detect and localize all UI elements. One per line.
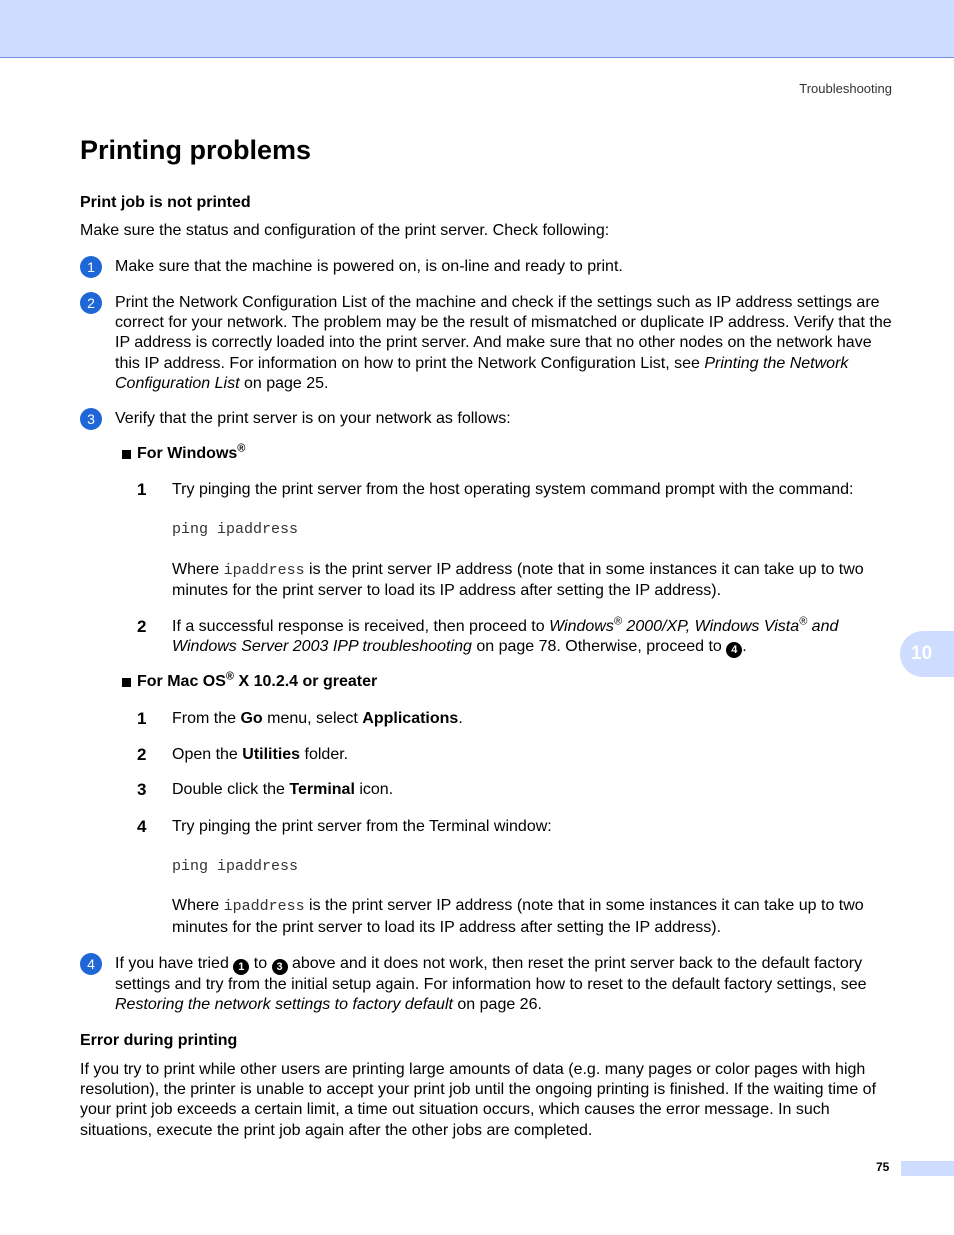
- substep-text-end: icon.: [354, 781, 394, 799]
- where-text: is the print server IP address (note that in some instances it can take up to two minutes for the print server to load its IP address after setting the IP address).: [172, 897, 864, 936]
- footer-bar: [901, 1161, 954, 1176]
- step-number-badge: 1: [80, 256, 102, 278]
- link-part: 2000/XP, Windows Vista: [621, 618, 800, 636]
- square-bullet-icon: [122, 678, 131, 687]
- registered-mark: ®: [225, 671, 235, 684]
- cross-reference-link[interactable]: Printing the Network Configuration List: [115, 354, 849, 393]
- substep-text-mid: on page 78. Otherwise, proceed to: [471, 638, 727, 656]
- section-heading-error: Error during printing: [80, 1032, 238, 1050]
- substep-number: 1: [137, 708, 147, 728]
- step-reference-badge: 3: [272, 959, 288, 975]
- registered-mark: ®: [237, 442, 246, 455]
- punctuation: .: [458, 709, 463, 727]
- substep-number: 2: [137, 745, 147, 765]
- section-paragraph: If you try to print while other users are printing large amounts of data (e.g. many pages or color pages with high resolution), the printer is unable to accept your print job until the ongoing printing is finished. If the waiting time of your print job exceeds a certain limit, a time out situation occurs, which causes the error message. In such situations, execute the print job again after the other jobs are completed.: [80, 1060, 877, 1139]
- windows-substep-1: [80, 480, 892, 500]
- menu-name: Go: [240, 709, 263, 727]
- substep-text: If a successful response is received, then proceed to: [172, 618, 550, 636]
- running-header: Troubleshooting: [799, 81, 892, 96]
- step-number-badge: 2: [80, 292, 102, 314]
- substep-text: From the: [172, 709, 241, 727]
- step-text: Print the Network Configuration List of the machine and check if the settings such as IP address settings are correct for your network. The problem may be the result of mismatched or duplicate IP address. Verify that the IP address is correctly loaded into the print server. And make sure that no other nodes on the network have this IP address. For information on how to print the Network Configuration List, see: [115, 293, 892, 372]
- step-1: [80, 257, 892, 277]
- chapter-tab: 10: [900, 631, 954, 677]
- step-text: Verify that the print server is on your network as follows:: [115, 410, 511, 428]
- inline-code: ipaddress: [223, 898, 305, 916]
- step-text-mid: above and it does not work, then reset the print server back to the default factory settings and try from the initial setup again. For information how to reset to the default factory settings, see: [115, 954, 867, 993]
- step-text: If you have tried: [115, 954, 234, 972]
- bullet-windows: [80, 444, 892, 464]
- page-number: 75: [876, 1160, 890, 1174]
- bullet-heading-tail: X 10.2.4 or greater: [234, 673, 378, 691]
- step-reference-badge: 4: [726, 642, 742, 658]
- link-part: and Windows Server 2003 IPP troubleshooting: [172, 618, 839, 656]
- link-part: Windows: [549, 618, 614, 636]
- inline-code: ipaddress: [223, 561, 305, 579]
- step-text-tail: on page 25.: [239, 375, 329, 393]
- substep-text-end: folder.: [300, 746, 349, 764]
- menu-item-name: Applications: [362, 709, 459, 727]
- where-paragraph: [80, 896, 892, 938]
- cross-reference-link[interactable]: Restoring the network settings to factory default: [115, 996, 453, 1014]
- step-text-to: to: [249, 954, 272, 972]
- substep-text: Try pinging the print server from the Terminal window:: [172, 817, 552, 835]
- substep-text: Double click the: [172, 781, 290, 799]
- step-number-badge: 3: [80, 408, 102, 430]
- substep-number: 3: [137, 780, 147, 800]
- substep-number: 4: [137, 816, 147, 836]
- code-command: ping ipaddress: [172, 521, 299, 539]
- page-title: Printing problems: [80, 135, 312, 165]
- punctuation: .: [742, 638, 747, 656]
- step-2: [80, 293, 892, 394]
- registered-mark: ®: [613, 615, 622, 628]
- step-reference-badge: 1: [233, 959, 249, 975]
- substep-text: Try pinging the print server from the host operating system command prompt with the command:: [172, 480, 854, 498]
- app-name: Terminal: [289, 781, 355, 799]
- bullet-heading: For Mac OS: [137, 673, 226, 691]
- step-text-tail: on page 26.: [452, 996, 542, 1014]
- where-label: Where: [172, 560, 224, 578]
- code-command: ping ipaddress: [172, 857, 299, 875]
- windows-substep-2: [80, 617, 892, 658]
- section-heading-print-job: Print job is not printed: [80, 194, 251, 211]
- where-label: Where: [172, 897, 224, 915]
- page-content: [80, 132, 892, 1141]
- mac-substep-3: [80, 780, 892, 800]
- where-text: is the print server IP address (note that in some instances it can take up to two minutes for the print server to load its IP address after setting the IP address).: [172, 560, 864, 599]
- substep-number: 2: [137, 617, 147, 637]
- square-bullet-icon: [122, 450, 131, 459]
- step-4: [80, 954, 892, 1016]
- step-3: [80, 409, 892, 429]
- step-text: Make sure that the machine is powered on, is on-line and ready to print.: [115, 257, 623, 275]
- mac-substep-4: [80, 817, 892, 837]
- substep-text-mid: menu, select: [262, 709, 363, 727]
- bullet-mac: [80, 672, 892, 692]
- bullet-heading: For Windows: [137, 444, 238, 462]
- substep-text: Open the: [172, 746, 243, 764]
- substep-number: 1: [137, 479, 147, 499]
- mac-substep-2: [80, 745, 892, 765]
- step-number-badge: 4: [80, 953, 102, 975]
- mac-substep-1: [80, 709, 892, 729]
- header-bar: [0, 0, 954, 58]
- folder-name: Utilities: [242, 746, 301, 764]
- registered-mark: ®: [799, 615, 808, 628]
- section-intro: Make sure the status and configuration of the print server. Check following:: [80, 222, 610, 240]
- where-paragraph: [80, 560, 892, 602]
